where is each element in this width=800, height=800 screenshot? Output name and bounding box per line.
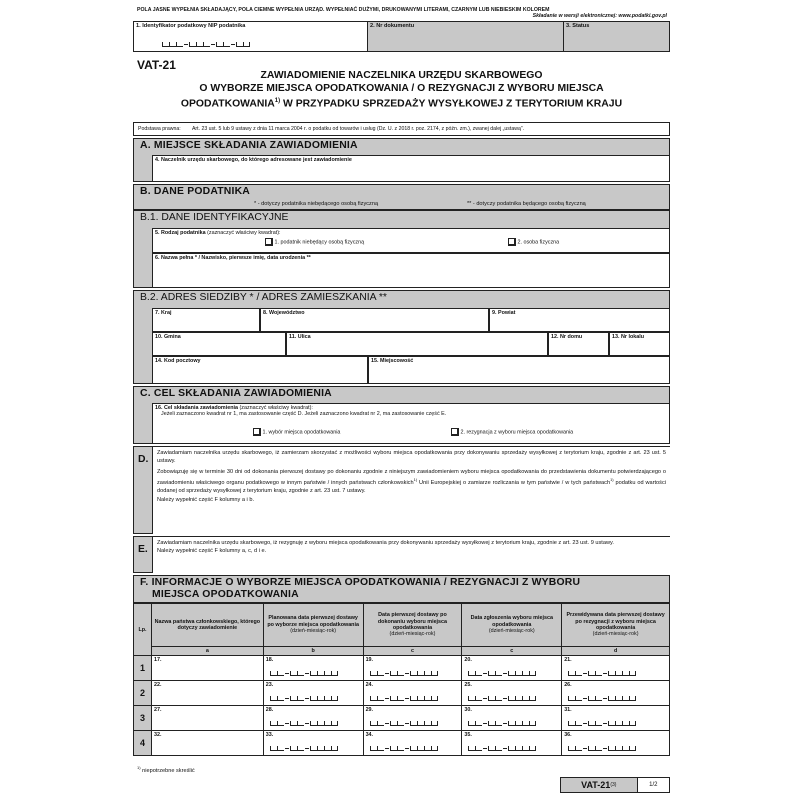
- date-cell[interactable]: [263, 706, 363, 731]
- column-header-country: Nazwa państwa członkowskiego, którego dotyczy zawiadomienie: [151, 604, 263, 647]
- section-d-paragraph-3: Należy wypełnić część F kolumny a i b.: [157, 496, 254, 503]
- date-digit-boxes: [568, 696, 636, 701]
- country-cell[interactable]: [151, 681, 263, 706]
- section-c: [133, 386, 670, 444]
- street-field[interactable]: [286, 332, 548, 356]
- cell-number: 33.: [265, 732, 274, 739]
- cell-number: 30.: [464, 707, 472, 714]
- cell-number: 21.: [564, 657, 572, 664]
- row-number: 2: [134, 681, 152, 706]
- column-header-expected-date: Przewidywana data pierwszej dostawy po rezygnacji z wyboru miejsca opodatkowania (dzień-miesiąc-rok): [562, 604, 670, 647]
- cell-number: 18.: [265, 657, 274, 664]
- column-letter: d: [562, 647, 670, 656]
- date-cell[interactable]: [462, 656, 562, 681]
- column-header-first-delivery-date: Data pierwszej dostawy po dokonaniu wyboru miejsca opodatkowania (dzień-miesiąc-rok): [363, 604, 462, 647]
- date-cell[interactable]: [462, 706, 562, 731]
- date-cell[interactable]: [263, 656, 363, 681]
- footnote: $^{1)}$ niepotrzebne skreślić: [137, 765, 195, 774]
- taxpayer-name-field[interactable]: [152, 253, 670, 288]
- street-label: 11. Ulica: [289, 334, 311, 340]
- section-e-body: [152, 537, 670, 573]
- legal-basis-text: Art. 23 ust. 5 lub 9 ustawy z dnia 11 marca 2004 r. o podatku od towarów i usług (Dz. U. z 2018 r. poz. 2174, z późn. zm.), zwanej dalej „ustawą”.: [191, 126, 525, 132]
- purpose-option-2[interactable]: [451, 428, 573, 436]
- postal-code-label: 14. Kod pocztowy: [155, 358, 201, 364]
- date-digit-boxes: [370, 671, 438, 676]
- column-letter: a: [151, 647, 263, 656]
- date-cell[interactable]: [562, 731, 670, 756]
- section-f: [133, 575, 670, 603]
- column-letter: c: [462, 647, 562, 656]
- date-digit-boxes: [468, 721, 536, 726]
- date-digit-boxes: [370, 696, 438, 701]
- date-cell[interactable]: [363, 706, 462, 731]
- date-cell[interactable]: [263, 731, 363, 756]
- country-cell[interactable]: [151, 731, 263, 756]
- title-line-2: O WYBORZE MIEJSCA OPODATKOWANIA / O REZYGNACJI Z WYBORU MIEJSCA: [199, 82, 604, 94]
- notification-purpose-field: [152, 403, 670, 444]
- legal-basis: [133, 122, 670, 136]
- section-f-title: F. INFORMACJE O WYBORZE MIEJSCA OPODATKOWANIA / REZYGNACJI Z WYBORU MIEJSCA OPODATKOWANIA: [140, 577, 581, 600]
- checkbox-icon[interactable]: [253, 428, 261, 436]
- column-header-lp: Lp.: [134, 604, 152, 656]
- nip-digit-boxes: [162, 42, 250, 47]
- section-f-table: [133, 603, 670, 756]
- county-field[interactable]: [489, 308, 670, 332]
- city-label: 15. Miejscowość: [371, 358, 414, 364]
- cell-number: 31.: [564, 707, 572, 714]
- date-cell[interactable]: [562, 681, 670, 706]
- cell-number: 32.: [153, 732, 162, 739]
- section-d-body: [152, 447, 670, 534]
- postal-code-field[interactable]: [152, 356, 368, 384]
- table-row: [134, 706, 670, 731]
- voivodeship-field[interactable]: [260, 308, 489, 332]
- date-cell[interactable]: [562, 656, 670, 681]
- date-cell[interactable]: [263, 681, 363, 706]
- taxpayer-type-label: 5. Rodzaj podatnika: [155, 230, 206, 236]
- nip-label: 1. Identyfikator podatkowy NIP podatnika: [136, 23, 246, 29]
- apartment-number-field[interactable]: [609, 332, 670, 356]
- column-header-planned-date: Planowana data pierwszej dostawy po wyborze miejsca opodatkowania (dzień-miesiąc-rok): [263, 604, 363, 647]
- country-label: 7. Kraj: [155, 310, 172, 316]
- commune-field[interactable]: [152, 332, 286, 356]
- county-label: 9. Powiat: [492, 310, 516, 316]
- notification-purpose-hint: (zaznaczyć właściwy kwadrat):: [238, 405, 313, 411]
- taxpayer-name-label: 6. Nazwa pełna * / Nazwisko, pierwsze imię, data urodzenia **: [155, 255, 311, 261]
- column-letter: c: [363, 647, 462, 656]
- date-digit-boxes: [568, 746, 636, 751]
- taxpayer-type-option-1-label: 1. podatnik niebędący osobą fizyczną: [274, 239, 365, 246]
- date-digit-boxes: [270, 671, 338, 676]
- tax-office-field[interactable]: [152, 155, 670, 182]
- cell-number: 20.: [464, 657, 472, 664]
- top-instructions: [137, 7, 667, 20]
- date-cell[interactable]: [363, 656, 462, 681]
- column-letter: b: [263, 647, 363, 656]
- section-e-paragraph-2: Należy wypełnić część F kolumny a, c, d i e.: [157, 548, 267, 555]
- section-a: [133, 138, 670, 182]
- section-e: [133, 536, 670, 573]
- row-number: 1: [134, 656, 152, 681]
- purpose-option-1-label: 1. wybór miejsca opodatkowania: [262, 429, 341, 436]
- checkbox-icon[interactable]: [451, 428, 459, 436]
- legal-basis-label: Podstawa prawna:: [138, 126, 181, 132]
- cell-number: 34.: [365, 732, 374, 739]
- section-b2: [133, 290, 670, 384]
- purpose-option-1[interactable]: [253, 428, 340, 436]
- document-number-field: [368, 22, 564, 51]
- cell-number: 35.: [464, 732, 472, 739]
- cell-number: 26.: [564, 682, 572, 689]
- date-digit-boxes: [270, 746, 338, 751]
- cell-number: 25.: [464, 682, 472, 689]
- checkbox-icon[interactable]: [265, 238, 273, 246]
- date-cell[interactable]: [462, 681, 562, 706]
- country-field[interactable]: [152, 308, 260, 332]
- date-digit-boxes: [468, 671, 536, 676]
- house-number-label: 12. Nr domu: [551, 334, 583, 340]
- house-number-field[interactable]: [548, 332, 609, 356]
- date-digit-boxes: [370, 721, 438, 726]
- section-c-title: C. CEL SKŁADANIA ZAWIADOMIENIA: [140, 388, 332, 399]
- section-d-letter: D.: [138, 454, 149, 465]
- date-cell[interactable]: [363, 681, 462, 706]
- form-code: VAT-21: [137, 58, 176, 72]
- section-d: [133, 446, 670, 534]
- status-field: [564, 22, 669, 51]
- footer-form-code: VAT-21 (3): [561, 778, 638, 792]
- date-digit-boxes: [468, 746, 536, 751]
- cell-number: 22.: [153, 682, 162, 689]
- apartment-number-label: 13. Nr lokalu: [612, 334, 645, 340]
- nip-field[interactable]: [134, 22, 368, 51]
- cell-number: 24.: [365, 682, 374, 689]
- country-cell[interactable]: [151, 656, 263, 681]
- row-number: 4: [134, 731, 152, 756]
- notification-purpose-note: Jeżeli zaznaczono kwadrat nr 1, ma zastosowanie część D. Jeżeli zaznaczono kwadrat nr 2, ma zastosowanie część E.: [161, 411, 447, 418]
- date-cell[interactable]: [562, 706, 670, 731]
- table-row: [134, 731, 670, 756]
- purpose-option-2-label: 2. rezygnacja z wyboru miejsca opodatkowania: [460, 429, 574, 436]
- row-number: 3: [134, 706, 152, 731]
- country-cell[interactable]: [151, 706, 263, 731]
- cell-number: 36.: [564, 732, 572, 739]
- commune-label: 10. Gmina: [155, 334, 181, 340]
- section-e-letter: E.: [138, 544, 148, 555]
- date-digit-boxes: [468, 696, 536, 701]
- taxpayer-type-field: [152, 228, 670, 253]
- taxpayer-type-option-2-label: 2. osoba fizyczna: [517, 239, 560, 246]
- header-fields: [133, 21, 670, 52]
- checkbox-icon[interactable]: [508, 238, 516, 246]
- section-b-note-2: ** - dotyczy podatnika będącego osobą fizyczną: [467, 201, 586, 207]
- form-title: [133, 70, 670, 111]
- page-number: 1/2: [649, 782, 658, 788]
- date-digit-boxes: [568, 671, 636, 676]
- city-field[interactable]: [368, 356, 670, 384]
- date-digit-boxes: [370, 746, 438, 751]
- date-cell[interactable]: [363, 731, 462, 756]
- cell-number: 19.: [365, 657, 374, 664]
- taxpayer-type-option-1[interactable]: [265, 238, 364, 246]
- section-d-paragraph-1: Zawiadamiam naczelnika urzędu skarbowego, iż zamierzam skorzystać z możliwości wyboru miejsca opodatkowania przy dokonywaniu sprzedaży wysyłkowej z terytorium kraju, zgodnie z art. 23 ust. 5 ustawy.: [157, 450, 666, 465]
- section-b-note-1: * - dotyczy podatnika niebędącego osobą fizyczną: [254, 201, 379, 207]
- status-label: 3. Status: [566, 23, 590, 29]
- instructions-line: POLA JASNE WYPEŁNIA SKŁADAJĄCY, POLA CIEMNE WYPEŁNIA URZĄD. WYPEŁNIAĆ DUŻYMI, DRUKOWANYMI LITERAMI, CZARNYM LUB NIEBIESKIM KOLOREM: [137, 7, 550, 13]
- section-b: [133, 184, 670, 210]
- date-digit-boxes: [270, 696, 338, 701]
- tax-office-label: 4. Naczelnik urzędu skarbowego, do którego adresowane jest zawiadomienie: [155, 157, 352, 163]
- section-b-title: B. DANE PODATNIKA: [140, 186, 250, 197]
- form-footer: [560, 777, 670, 793]
- cell-number: 29.: [365, 707, 374, 714]
- cell-number: 28.: [265, 707, 274, 714]
- section-b2-title: B.2. ADRES SIEDZIBY * / ADRES ZAMIESZKANIA **: [140, 292, 387, 303]
- section-a-title: A. MIEJSCE SKŁADANIA ZAWIADOMIENIA: [140, 140, 358, 151]
- document-number-label: 2. Nr dokumentu: [370, 23, 415, 29]
- section-e-paragraph-1: Zawiadamiam naczelnika urzędu skarbowego, iż rezygnuję z wyboru miejsca opodatkowania przy dokonywaniu sprzedaży wysyłkowej z terytorium kraju, zgodnie z art. 23 ust. 9 ustawy.: [157, 540, 614, 546]
- cell-number: 27.: [153, 707, 162, 714]
- section-b1: [133, 210, 670, 288]
- taxpayer-type-option-2[interactable]: [508, 238, 559, 246]
- date-digit-boxes: [270, 721, 338, 726]
- electronic-submission-note: Składanie w wersji elektronicznej: www.podatki.gov.pl: [532, 13, 667, 20]
- cell-number: 23.: [265, 682, 274, 689]
- section-d-paragraph-2: Zobowiązuję się w terminie 30 dni od dokonania pierwszej dostawy po dokonaniu zgodnie z niniejszym zawiadomieniem wyboru miejsca opodatkowania do przedstawienia dokumentu potwierdzającego o zawiadomieniu właściwego organu podatkowego w innym państwie / innych państwach członkowskich$^{1)}$ Unii Europejskiej o zamiarze rozliczania w tym państwie / w tych państwach$^{1)}$ podatku od wartości dodanej od sprzedaży wysyłkowej z terytorium kraju, zgodnie z art. 23 ust. 7 ustawy.: [157, 468, 666, 495]
- date-digit-boxes: [568, 721, 636, 726]
- voivodeship-label: 8. Województwo: [263, 310, 305, 316]
- title-line-3: OPODATKOWANIA$^{1)}$ W PRZYPADKU SPRZEDAŻY WYSYŁKOWEJ Z TERYTORIUM KRAJU: [180, 98, 623, 110]
- notification-purpose-label: 16. Cel składania zawiadomienia: [155, 405, 238, 411]
- cell-number: 17.: [153, 657, 162, 664]
- table-row: [134, 681, 670, 706]
- table-row: [134, 656, 670, 681]
- date-cell[interactable]: [462, 731, 562, 756]
- section-b1-title: B.1. DANE IDENTYFIKACYJNE: [140, 212, 289, 223]
- taxpayer-type-hint: (zaznaczyć właściwy kwadrat):: [205, 230, 281, 236]
- column-header-notification-date: Data zgłoszenia wyboru miejsca opodatkowania (dzień-miesiąc-rok): [462, 604, 562, 647]
- title-line-1: ZAWIADOMIENIE NACZELNIKA URZĘDU SKARBOWEGO: [260, 70, 543, 81]
